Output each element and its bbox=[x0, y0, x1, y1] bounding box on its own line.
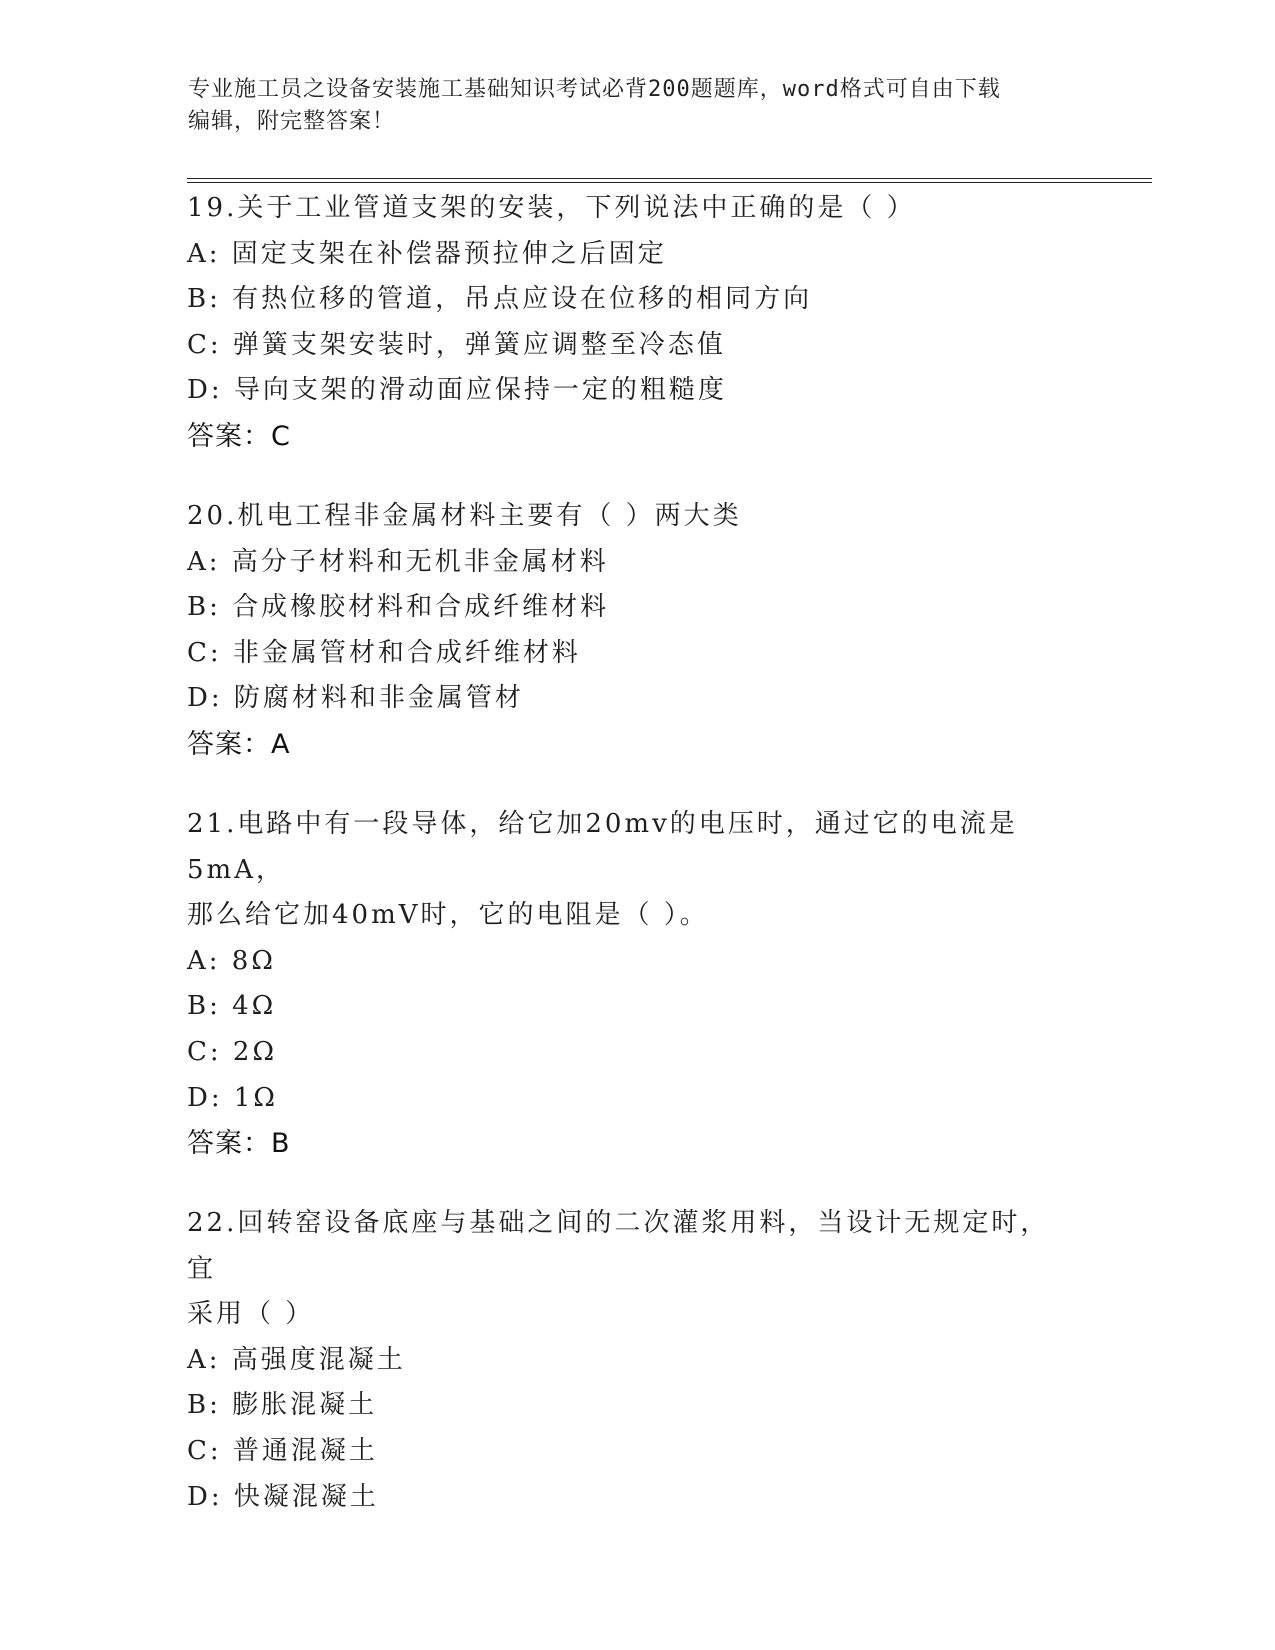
option-c: C: 2Ω bbox=[187, 1036, 278, 1067]
question-text: 20.机电工程非金属材料主要有（ ）两大类 bbox=[187, 500, 742, 531]
question-19 bbox=[187, 186, 1067, 460]
option-d: D: 快凝混凝土 bbox=[187, 1481, 379, 1512]
question-list bbox=[187, 186, 1067, 1554]
option-c: C: 非金属管材和合成纤维材料 bbox=[187, 637, 581, 668]
option-b: B: 合成橡胶材料和合成纤维材料 bbox=[187, 592, 610, 623]
question-22 bbox=[187, 1201, 1067, 1520]
option-d: D: 1Ω bbox=[187, 1082, 278, 1113]
answer: 答案：B bbox=[187, 1128, 291, 1160]
answer: 答案：C bbox=[187, 420, 291, 452]
option-a: A: 高强度混凝土 bbox=[187, 1344, 406, 1375]
header-line-1: 专业施工员之设备安装施工基础知识考试必背200题题库，word格式可自由下载 bbox=[188, 77, 1001, 102]
option-b: B: 4Ω bbox=[187, 991, 277, 1022]
option-a: A: 固定支架在补偿器预拉伸之后固定 bbox=[187, 238, 667, 269]
header-divider-top bbox=[187, 178, 1152, 179]
option-a: A: 高分子材料和无机非金属材料 bbox=[187, 546, 609, 577]
option-d: D: 防腐材料和非金属管材 bbox=[187, 683, 524, 714]
question-20 bbox=[187, 494, 1067, 768]
question-text: 19.关于工业管道支架的安装，下列说法中正确的是（ ） bbox=[187, 193, 916, 223]
question-text-line-2: 采用（ ） bbox=[187, 1299, 315, 1330]
question-21 bbox=[187, 802, 1067, 1167]
option-d: D: 导向支架的滑动面应保持一定的粗糙度 bbox=[187, 375, 727, 406]
question-text-line-2: 那么给它加40mV时，它的电阻是（ ）。 bbox=[187, 900, 709, 931]
option-b: B: 有热位移的管道，吊点应设在位移的相同方向 bbox=[187, 284, 813, 315]
question-text-line-1: 21.电路中有一段导体，给它加20mv的电压时，通过它的电流是5mA， bbox=[187, 808, 1018, 885]
document-header bbox=[188, 74, 1068, 138]
option-c: C: 弹簧支架安装时，弹簧应调整至冷态值 bbox=[187, 329, 726, 360]
option-b: B: 膨胀混凝土 bbox=[187, 1390, 378, 1421]
answer: 答案：A bbox=[187, 728, 291, 760]
option-c: C: 普通混凝土 bbox=[187, 1436, 378, 1467]
option-a: A: 8Ω bbox=[187, 945, 276, 976]
header-divider-bottom bbox=[187, 182, 1152, 183]
header-line-2: 编辑，附完整答案！ bbox=[188, 109, 396, 134]
question-text-line-1: 22.回转窑设备底座与基础之间的二次灌浆用料，当设计无规定时，宜 bbox=[187, 1208, 1050, 1284]
